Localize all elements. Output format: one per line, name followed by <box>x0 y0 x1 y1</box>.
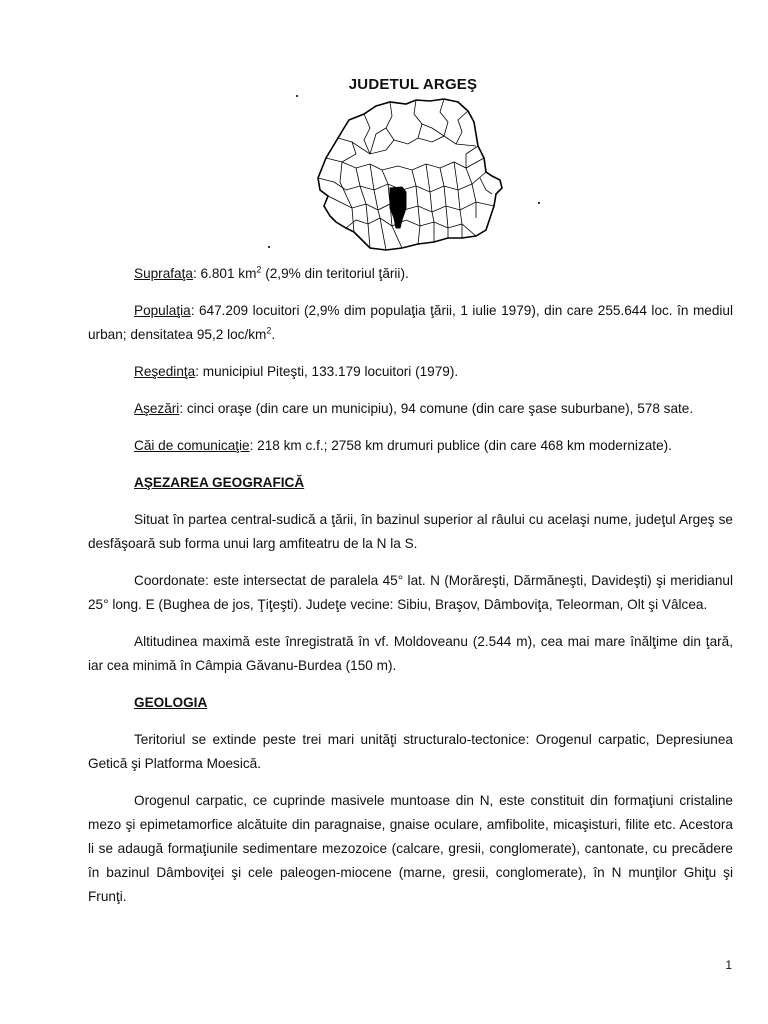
page-number: 1 <box>725 958 732 972</box>
scan-speck <box>268 246 270 248</box>
scan-speck <box>296 95 298 97</box>
paragraph: Altitudinea maximă este înregistrată în vf. Moldoveanu (2.544 m), cea mai mare înălţime din ţară, iar cea minimă în Câmpia Găvanu-Burdea (150 m). <box>88 634 733 673</box>
paragraph: Coordonate: este intersectat de paralela 45° lat. N (Morăreşti, Dărmăneşti, Davideşti) şi meridianul 25° long. E (Bughea de jos, Ţiţeşti). Judeţe vecine: Sibiu, Braşov, Dâmboviţa, Teleorman, Olt şi Vâlcea. <box>88 573 733 612</box>
paragraph: Teritoriul se extinde peste trei mari unităţi structuralo-tectonice: Orogenul carpatic, Depresiunea Getică şi Platforma Moesică. <box>88 732 733 771</box>
stat-resedinta: Reşedinţa: municipiul Piteşti, 133.179 locuitori (1979). <box>134 364 459 379</box>
stat-populatia: Populaţia: 647.209 locuitori (2,9% dim populaţia ţării, 1 iulie 1979), din care 255.644 loc. în mediul urban; densitatea 95,2 loc/$km^2$. <box>88 303 733 342</box>
document-body <box>88 262 733 922</box>
section-heading-asezarea-geografica: AŞEZAREA GEOGRAFICĂ <box>134 475 305 490</box>
romania-outline <box>318 99 502 250</box>
stat-cai-comunicatie: Căi de comunicaţie: 218 km c.f.; 2758 km drumuri publice (din care 468 km modernizate). <box>134 438 672 453</box>
section-heading-geologia: GEOLOGIA <box>134 695 208 710</box>
romania-county-map <box>316 98 506 252</box>
stat-asezari: Aşezări: cinci oraşe (din care un municipiu), 94 comune (din care şase suburbane), 578 sate. <box>134 401 694 416</box>
stat-suprafata: Suprafaţa: 6.801 $km^2$ (2,9% din teritoriul ţării). <box>134 264 409 281</box>
page-title: JUDETUL ARGEŞ <box>348 76 478 93</box>
paragraph: Orogenul carpatic, ce cuprinde masivele muntoase din N, este constituit din formaţiuni cristaline mezo şi epimetamorfice alcătuite din paragnaise, gnaise oculare, amfibolite, micaşisturi, filite etc. Acestora li se adaugă formaţiunile sedimentare mezozoice (calcare, gresii, conglomerate), cantonate, cu precădere în bazinul Dâmboviţei şi cele paleogen-miocene (marne, gresii, conglomerate), în N munţilor Ghiţu şi Frunţi. <box>88 793 733 904</box>
paragraph: Situat în partea central-sudică a ţării, în bazinul superior al râului cu acelaşi nume, judeţul Argeş se desfăşoară sub forma unui larg amfiteatru de la N la S. <box>88 512 733 551</box>
scan-speck <box>538 202 540 204</box>
